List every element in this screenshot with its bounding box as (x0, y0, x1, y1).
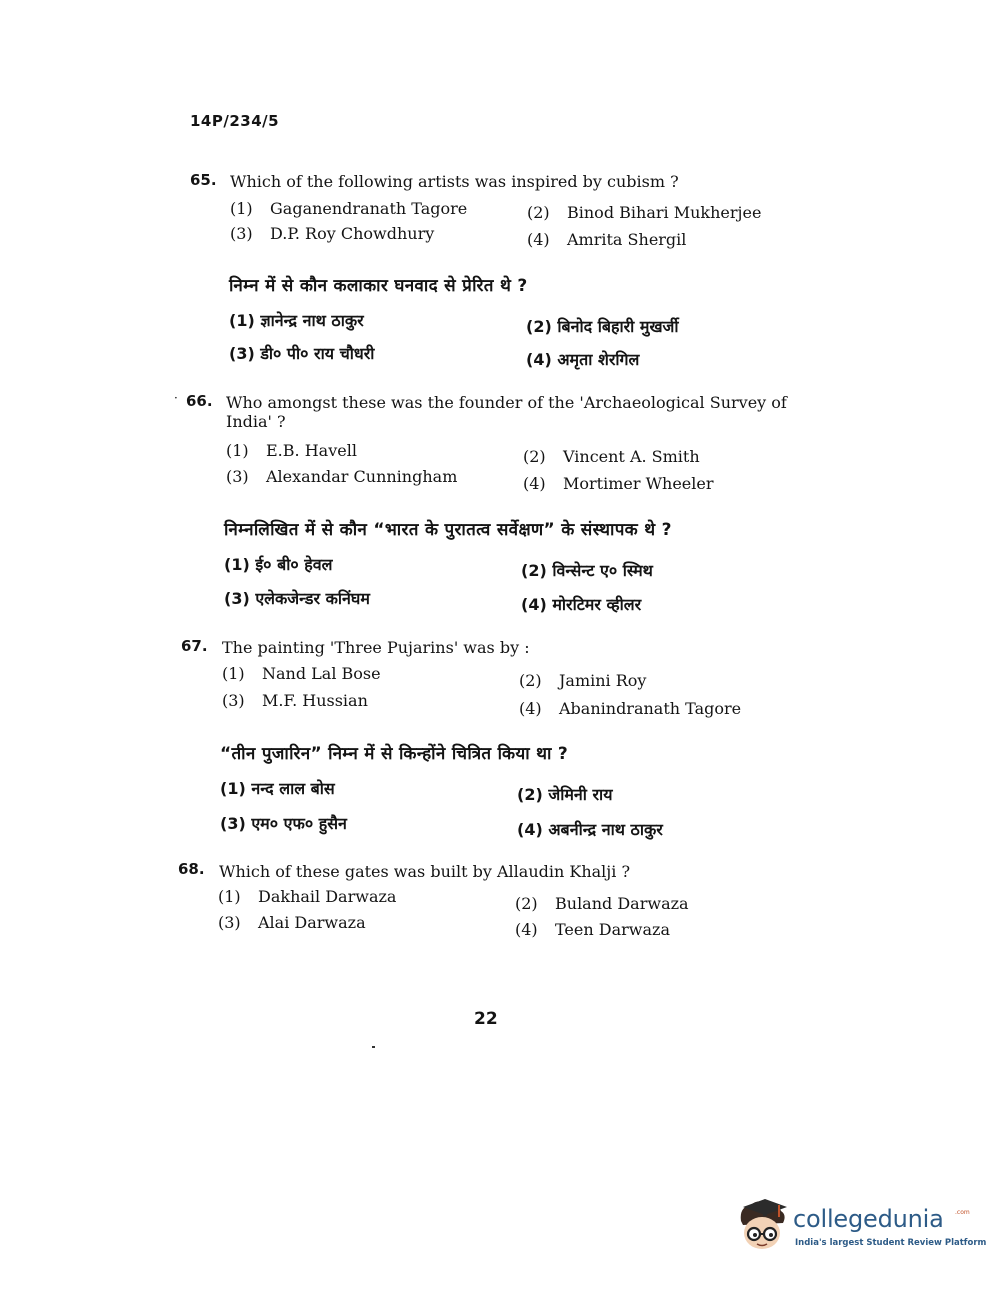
option-4: (4) Mortimer Wheeler (523, 474, 714, 493)
question-text: Which of these gates was built by Allaudin Khalji ? (219, 862, 631, 881)
option-2: (2) Vincent A. Smith (523, 447, 700, 466)
option-2-hindi: (2) बिनोद बिहारी मुखर्जी (526, 317, 679, 336)
question-text-hindi: निम्न में से कौन कलाकार घनवाद से प्रेरित थे ? (229, 276, 528, 296)
option-3-hindi: (3) एम० एफ० हुसैन (220, 814, 347, 833)
option-1-hindi: (1) नन्द लाल बोस (220, 779, 335, 798)
option-2: (2) Jamini Roy (519, 671, 647, 690)
logo-wordmark: collegedunia (793, 1205, 944, 1233)
option-3-hindi: (3) एलेकजेन्डर कनिंघम (224, 589, 370, 608)
option-1-hindi: (1) ज्ञानेन्द्र नाथ ठाकुर (229, 311, 364, 330)
option-3: (3) D.P. Roy Chowdhury (230, 224, 435, 243)
option-4: (4) Teen Darwaza (515, 920, 670, 939)
logo-tagline: India's largest Student Review Platform (795, 1238, 987, 1248)
option-1-hindi: (1) ई० बी० हेवल (224, 555, 333, 574)
option-4-hindi: (4) मोरटिमर व्हीलर (521, 595, 642, 614)
option-4: (4) Abanindranath Tagore (519, 699, 742, 718)
margin-mark: · (174, 391, 178, 405)
mascot-icon (735, 1197, 791, 1255)
question-text-hindi: निम्नलिखित में से कौन “भारत के पुरातत्व सर्वेक्षण” के संस्थापक थे ? (224, 520, 672, 540)
option-1: (1) E.B. Havell (226, 441, 357, 460)
question-number: 68. (178, 860, 205, 878)
option-4-hindi: (4) अबनीन्द्र नाथ ठाकुर (517, 820, 663, 839)
scan-speck (372, 1046, 375, 1048)
option-3: (3) Alai Darwaza (218, 913, 366, 932)
question-text: The painting 'Three Pujarins' was by : (222, 638, 530, 657)
option-4: (4) Amrita Shergil (527, 230, 687, 249)
question-text: Who amongst these was the founder of the 'Archaeological Survey of India' ? (226, 393, 787, 431)
option-3: (3) M.F. Hussian (222, 691, 368, 710)
option-3-hindi: (3) डी० पी० राय चौधरी (229, 344, 375, 363)
option-2: (2) Binod Bihari Mukherjee (527, 203, 762, 222)
option-2-hindi: (2) जेमिनी राय (517, 785, 613, 804)
page-number: 22 (474, 1009, 498, 1029)
option-1: (1) Dakhail Darwaza (218, 887, 397, 906)
option-2-hindi: (2) विन्सेन्ट ए० स्मिथ (521, 561, 653, 580)
option-1: (1) Nand Lal Bose (222, 664, 381, 683)
question-text-hindi: “तीन पुजारिन” निम्न में से किन्होंने चित्रित किया था ? (220, 744, 569, 764)
question-text: Which of the following artists was inspired by cubism ? (230, 172, 679, 191)
question-number: 66. (186, 392, 213, 410)
question-number: 67. (181, 637, 208, 655)
option-2: (2) Buland Darwaza (515, 894, 689, 913)
question-number: 65. (190, 171, 217, 189)
option-1: (1) Gaganendranath Tagore (230, 199, 468, 218)
page-code: 14P/234/5 (190, 112, 280, 130)
logo-domain: .com (955, 1209, 970, 1216)
option-4-hindi: (4) अमृता शेरगिल (526, 350, 640, 369)
collegedunia-logo[interactable] (735, 1195, 987, 1265)
option-3: (3) Alexandar Cunningham (226, 467, 458, 486)
